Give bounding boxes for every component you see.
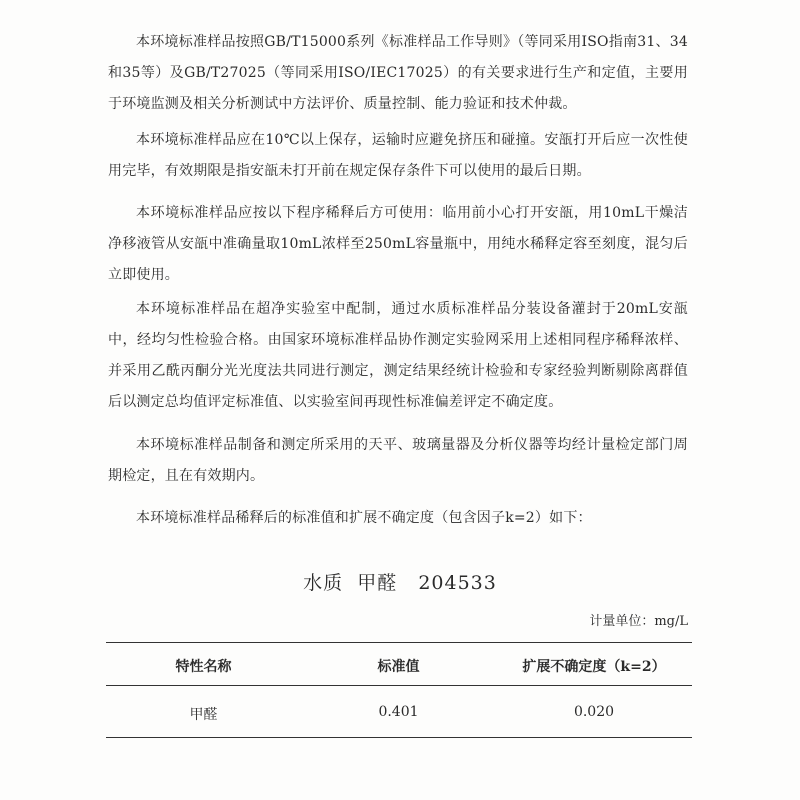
unit-label: 计量单位：mg/L	[589, 614, 688, 629]
row-property-name: 甲醛	[189, 707, 218, 723]
row-expanded-uncertainty: 0.020	[573, 704, 615, 720]
header-standard-value: 标准值	[377, 659, 420, 675]
paragraph-storage: 本环境标准样品应在10℃以上保存，运输时应避免挤压和碰撞。安瓿打开后应一次性使用完毕，有效期限是指安瓿未打开前在规定保存条件下可以使用的最后日期。	[108, 132, 688, 179]
paragraph-values-intro: 本环境标准样品稀释后的标准值和扩展不确定度（包含因子k=2）如下：	[136, 510, 592, 526]
table-rule-middle	[106, 685, 692, 686]
header-property-name: 特性名称	[175, 659, 232, 675]
paragraph-standard-basis: 本环境标准样品按照GB/T15000系列《标准样品工作导则》（等同采用ISO指南31、34和35等）及GB/T27025（等同采用ISO/IEC17025）的有关要求进行生产和定值，主要用于环境监测及相关分析测试中方法评价、质量控制、能力验证和技术仲裁。	[108, 34, 688, 112]
sample-title: 水质 甲醛 204533	[303, 572, 497, 594]
paragraph-calibration: 本环境标准样品制备和测定所采用的天平、玻璃量器及分析仪器等均经计量检定部门周期检定，且在有效期内。	[108, 437, 688, 484]
header-expanded-uncertainty: 扩展不确定度（k=2）	[522, 659, 666, 675]
table-rule-top	[106, 642, 692, 643]
paragraph-preparation-method: 本环境标准样品在超净实验室中配制，通过水质标准样品分装设备灌封于20mL安瓿中，经均匀性检验合格。由国家环境标准样品协作测定实验网采用上述相同程序稀释浓样、并采用乙酰丙酮分光光度法共同进行测定，测定结果经统计检验和专家经验判断剔除离群值后以测定总均值评定标准值、以实验室间再现性标准偏差评定不确定度。	[108, 301, 688, 410]
paragraph-dilution-procedure: 本环境标准样品应按以下程序稀释后方可使用：临用前小心打开安瓿，用10mL干燥洁净移液管从安瓿中准确量取10mL浓样至250mL容量瓶中，用纯水稀释定容至刻度，混匀后立即使用。	[108, 205, 688, 283]
row-standard-value: 0.401	[378, 704, 419, 720]
table-rule-bottom	[106, 737, 692, 738]
